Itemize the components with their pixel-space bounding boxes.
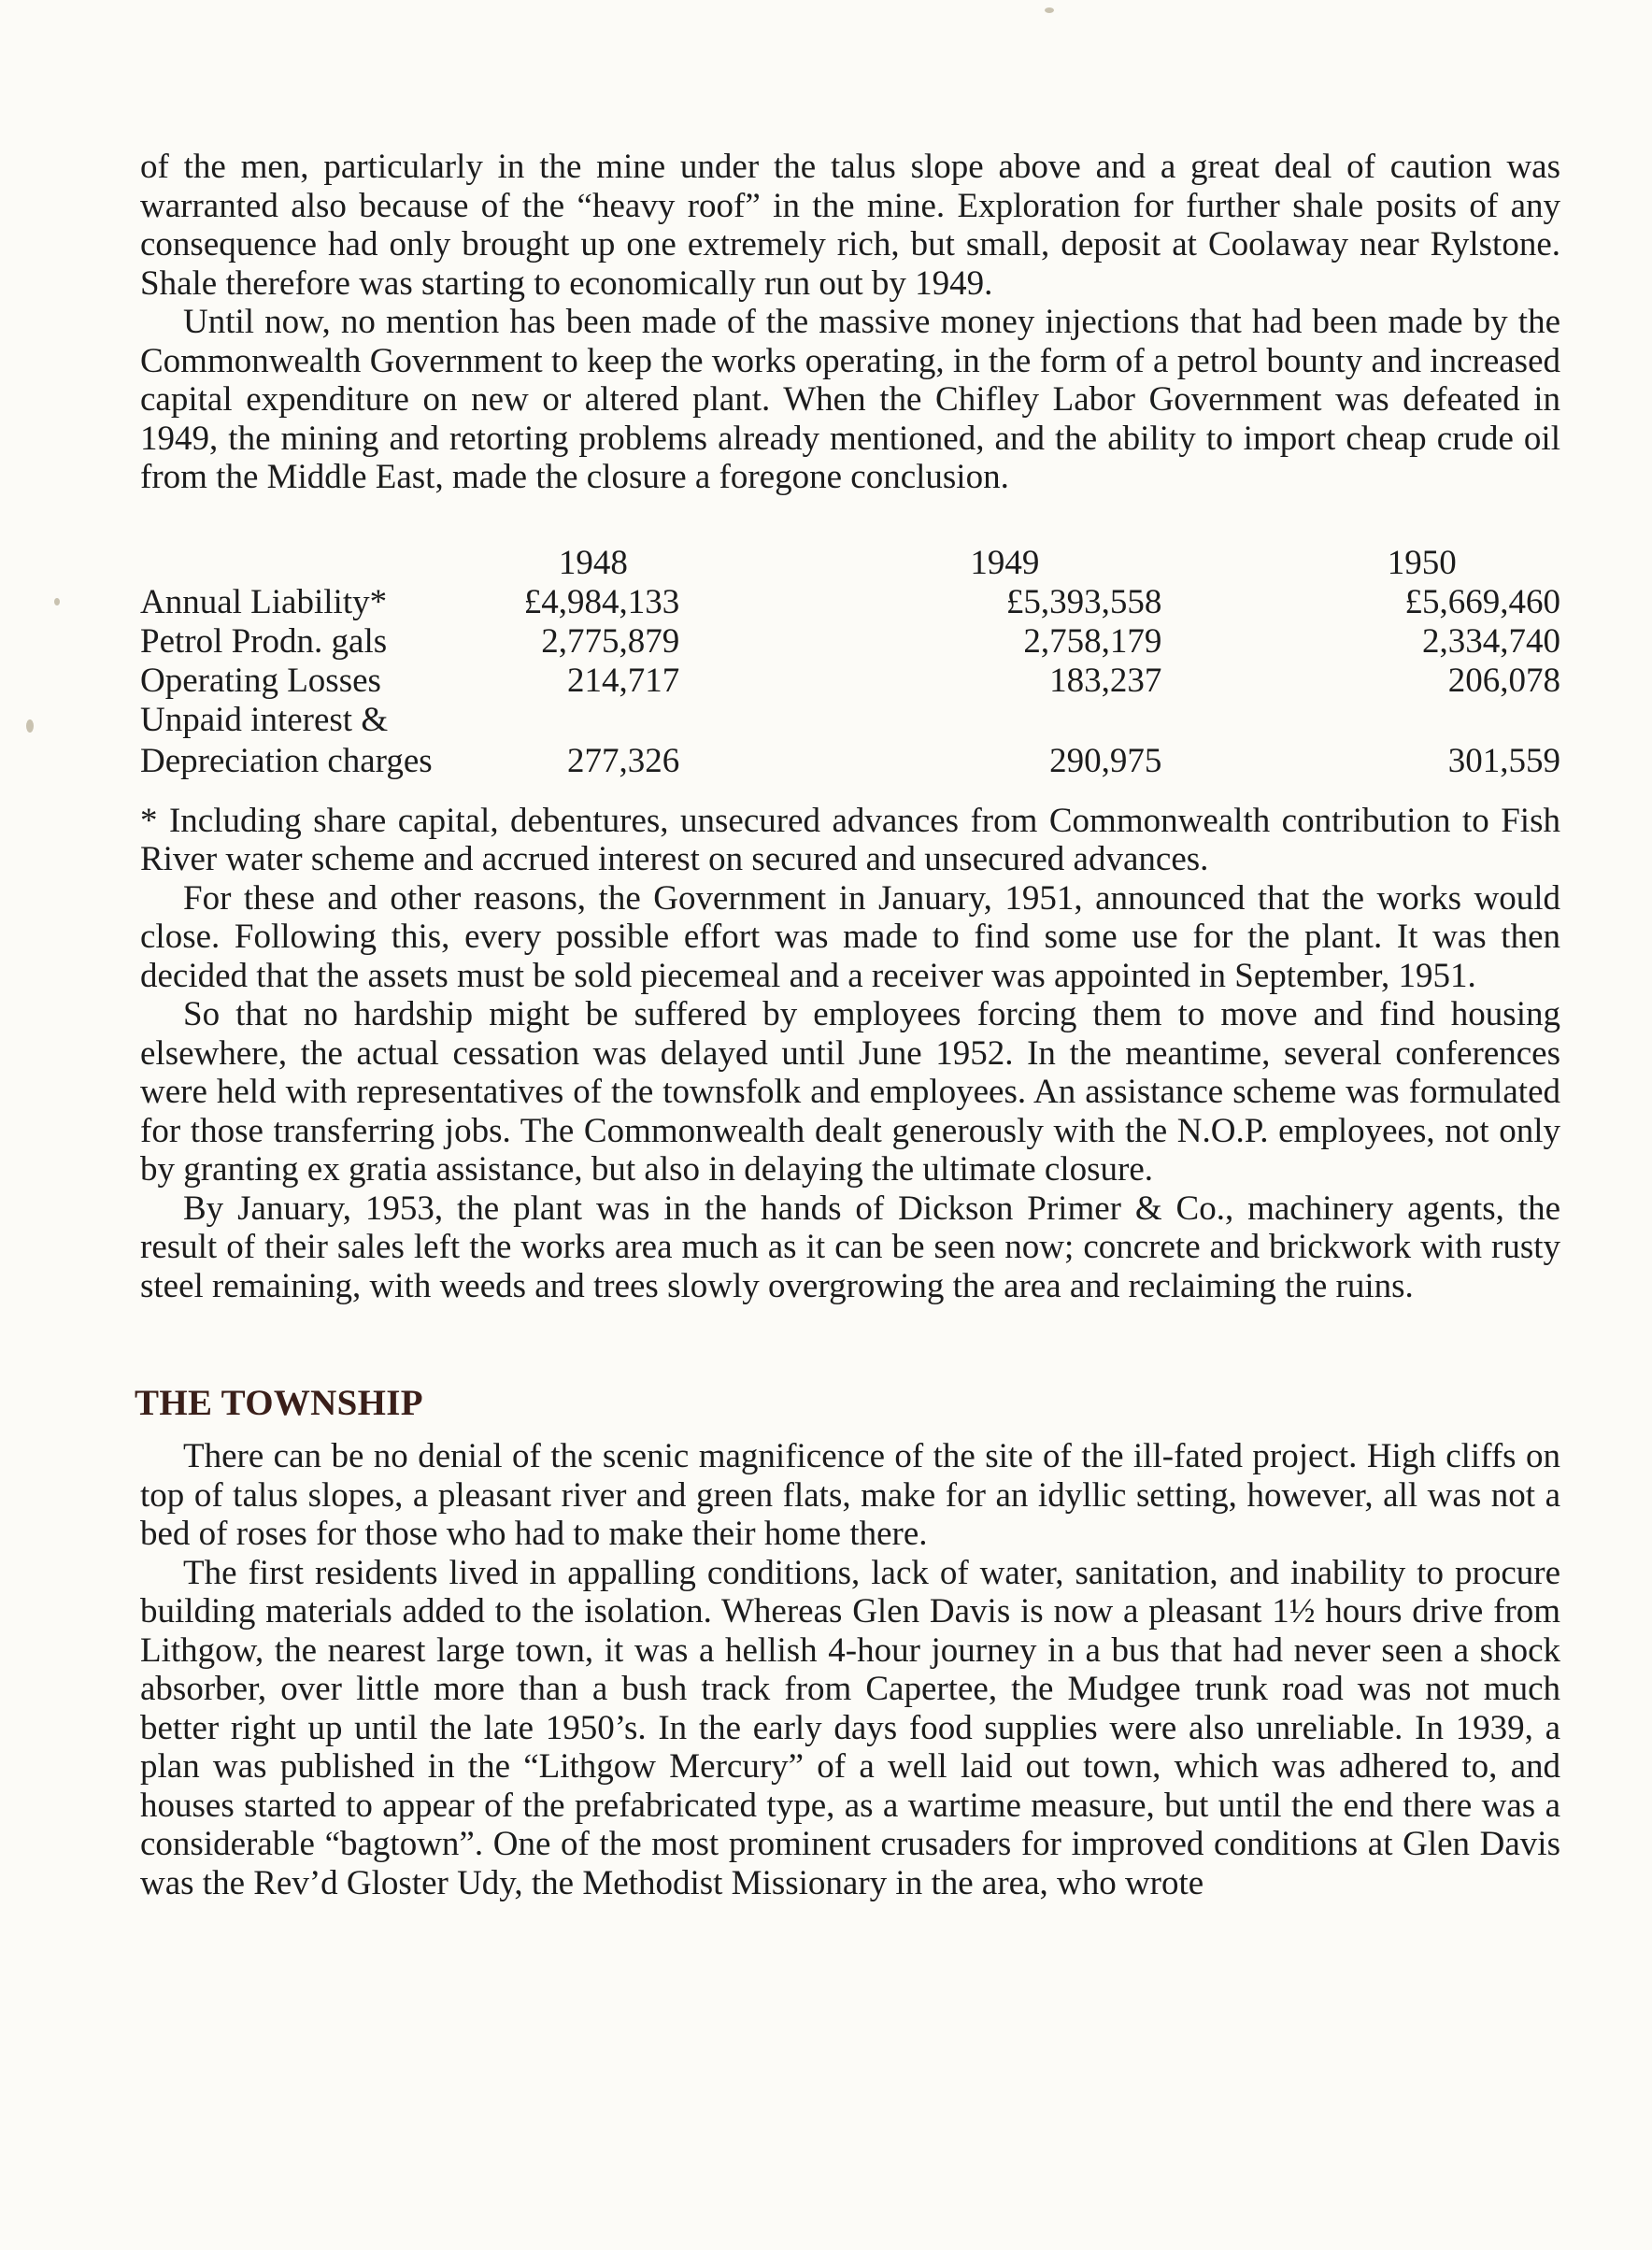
table-cell: 277,326 (567, 741, 680, 780)
table-cell: 206,078 (1447, 661, 1560, 700)
row-label: Operating Losses (140, 661, 381, 700)
table-cell: £5,669,460 (1404, 582, 1560, 621)
table-cell: 290,975 (1049, 741, 1162, 780)
table-row (140, 701, 1560, 740)
table-cell (679, 701, 1161, 740)
table-cell: 2,758,179 (1023, 621, 1162, 661)
year-header: 1949 (970, 543, 1040, 582)
row-label: Petrol Prodn. gals (140, 621, 388, 661)
table-cell: 183,237 (1049, 661, 1162, 700)
year-header: 1950 (1387, 543, 1457, 582)
paragraph: The first residents lived in appalling conditions, lack of water, sanitation, and inability to procure building materials added to the isolation. Whereas Glen Davis is now a pleasant 1½ hours drive from Lithgow, the nearest large town, it was a hellish 4-hour journey in a bus that had never seen a shock absorber, over little more than a bush track from Capertee, the Mudgee trunk road was not much better right up until the late 1950’s. In the early days food supplies were also unreliable. In 1939, a plan was published in the “Lithgow Mercury” of a well laid out town, which was adhered to, and houses started to appear of the prefabricated type, as a wartime measure, but until the end there was a considerable “bagtown”. One of the most prominent crusaders for improved conditions at Glen Davis was the Rev’d Gloster Udy, the Methodist Missionary in the area, who wrote (140, 1553, 1560, 1902)
document-page (135, 148, 1560, 1902)
table-cell: 2,334,740 (1422, 621, 1560, 661)
table-cell: £4,984,133 (523, 582, 680, 621)
table-cell (470, 701, 680, 740)
table-corner (140, 544, 470, 583)
financial-table (140, 544, 1560, 781)
table-cell (1161, 701, 1560, 740)
table-header-row (140, 544, 1560, 583)
table-cell: £5,393,558 (1005, 582, 1162, 621)
table-cell: 2,775,879 (541, 621, 680, 661)
table-footnote: * Including share capital, debentures, unsecured advances from Commonwealth contribution to Fish River water scheme and accrued interest on secured and unsecured advances. (140, 801, 1560, 878)
row-label: Annual Liability* (140, 582, 388, 621)
table-row (140, 662, 1560, 701)
table-cell: 214,717 (567, 661, 680, 700)
year-header: 1948 (558, 543, 628, 582)
table-row (140, 740, 1560, 781)
paper-speck (54, 598, 60, 605)
paragraph: There can be no denial of the scenic magnificence of the site of the ill-fated project. High cliffs on top of talus slopes, a pleasant river and green flats, make for an idyllic setting, however, all was not a bed of roses for those who had to make their home there. (140, 1437, 1560, 1553)
row-label: Unpaid interest & (140, 700, 389, 739)
paper-speck (26, 719, 34, 733)
paragraph: By January, 1953, the plant was in the hands of Dickson Primer & Co., machinery agents, the result of their sales left the works area much as it can be seen now; concrete and brickwork with rusty steel remaining, with weeds and trees slowly overgrowing the area and reclaiming the ruins. (140, 1189, 1560, 1305)
table-cell: 301,559 (1447, 741, 1560, 780)
table-row (140, 622, 1560, 662)
paragraph: of the men, particularly in the mine under the talus slope above and a great deal of caution was warranted also because of the “heavy roof” in the mine. Exploration for further shale posits of any consequence had only brought up one extremely rich, but small, deposit at Coolaway near Rylstone. Shale therefore was starting to economically run out by 1949. (140, 148, 1560, 303)
paragraph: Until now, no mention has been made of the massive money injections that had been made by the Commonwealth Government to keep the works operating, in the form of a petrol bounty and increased capital expenditure on new or altered plant. When the Chifley Labor Government was defeated in 1949, the mining and retorting problems already mentioned, and the ability to import cheap crude oil from the Middle East, made the closure a foregone conclusion. (140, 303, 1560, 496)
paragraph: For these and other reasons, the Government in January, 1951, announced that the works would close. Following this, every possible effort was made to find some use for the plant. It was then decided that the assets must be sold piecemeal and a receiver was appointed in September, 1951. (140, 878, 1560, 995)
paragraph: So that no hardship might be suffered by employees forcing them to move and find housing elsewhere, the actual cessation was delayed until June 1952. In the meantime, several conferences were held with representatives of the townsfolk and employees. An assistance scheme was formulated for those transferring jobs. The Commonwealth dealt generously with the N.O.P. employees, not only by granting ex gratia assistance, but also in delaying the ultimate closure. (140, 995, 1560, 1189)
row-label: Depreciation charges (140, 741, 433, 780)
table-row (140, 583, 1560, 622)
paper-speck (1045, 7, 1054, 13)
section-heading: THE TOWNSHIP (135, 1383, 423, 1423)
